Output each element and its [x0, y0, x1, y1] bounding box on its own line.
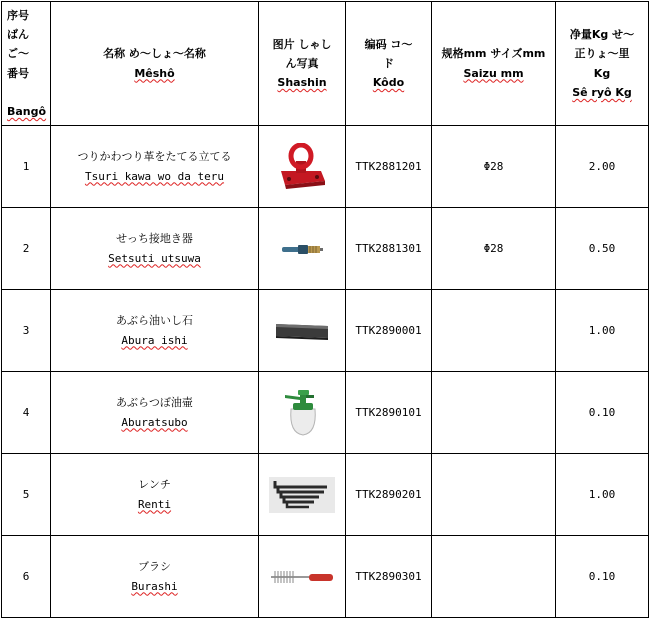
header-row [2, 2, 649, 126]
item-photo [259, 372, 346, 454]
table-row [2, 208, 649, 290]
header-spec: 规格mm サイズmm Saizu mm [432, 2, 556, 126]
table-row [2, 372, 649, 454]
lifting-eye-bolt-icon [277, 143, 327, 191]
header-weight: 净量Kg せ〜 正りょ〜里 Kg Sê ryô Kg [556, 2, 649, 126]
oil-pot-sprayer-icon [279, 387, 325, 439]
hex-wrench-set-icon [269, 477, 335, 513]
item-code: TTK2890301 [346, 536, 432, 618]
item-name: つりかわつり革をたてる立てる Tsuri kawa wo da teru [51, 126, 259, 208]
row-number: 1 [2, 126, 51, 208]
item-weight: 0.10 [556, 536, 649, 618]
brush-icon [269, 568, 335, 586]
item-name: あぶら油いし石 Abura ishi [51, 290, 259, 372]
item-name: レンチ Renti [51, 454, 259, 536]
item-name: あぶらつぼ油壷 Aburatsubo [51, 372, 259, 454]
item-photo [259, 126, 346, 208]
item-spec [432, 290, 556, 372]
row-number: 6 [2, 536, 51, 618]
item-name: ブラシ Burashi [51, 536, 259, 618]
item-weight: 1.00 [556, 454, 649, 536]
table-row [2, 536, 649, 618]
oil-stone-icon [272, 320, 332, 342]
row-number: 3 [2, 290, 51, 372]
table-row [2, 290, 649, 372]
item-spec [432, 536, 556, 618]
item-weight: 2.00 [556, 126, 649, 208]
item-weight: 0.10 [556, 372, 649, 454]
row-number: 5 [2, 454, 51, 536]
item-code: TTK2890201 [346, 454, 432, 536]
header-number: 序号 ばん ご〜 番号 Bangô [2, 2, 51, 126]
row-number: 4 [2, 372, 51, 454]
parts-table [1, 1, 649, 618]
header-name: 名称 め〜しょ〜名称 Mêshô [51, 2, 259, 126]
item-photo [259, 208, 346, 290]
item-spec [432, 372, 556, 454]
item-weight: 1.00 [556, 290, 649, 372]
item-photo [259, 454, 346, 536]
row-number: 2 [2, 208, 51, 290]
item-code: TTK2881301 [346, 208, 432, 290]
header-code: 编码 コ〜 ド Kôdo [346, 2, 432, 126]
item-name: せっち接地き器 Setsuti utsuwa [51, 208, 259, 290]
item-weight: 0.50 [556, 208, 649, 290]
item-spec: Φ28 [432, 208, 556, 290]
header-photo: 图片 しゃし ん写真 Shashin [259, 2, 346, 126]
item-spec: Φ28 [432, 126, 556, 208]
item-photo [259, 290, 346, 372]
table-row [2, 126, 649, 208]
item-code: TTK2890101 [346, 372, 432, 454]
item-code: TTK2881201 [346, 126, 432, 208]
item-photo [259, 536, 346, 618]
grounding-device-icon [280, 239, 324, 259]
table-row [2, 454, 649, 536]
item-spec [432, 454, 556, 536]
item-code: TTK2890001 [346, 290, 432, 372]
